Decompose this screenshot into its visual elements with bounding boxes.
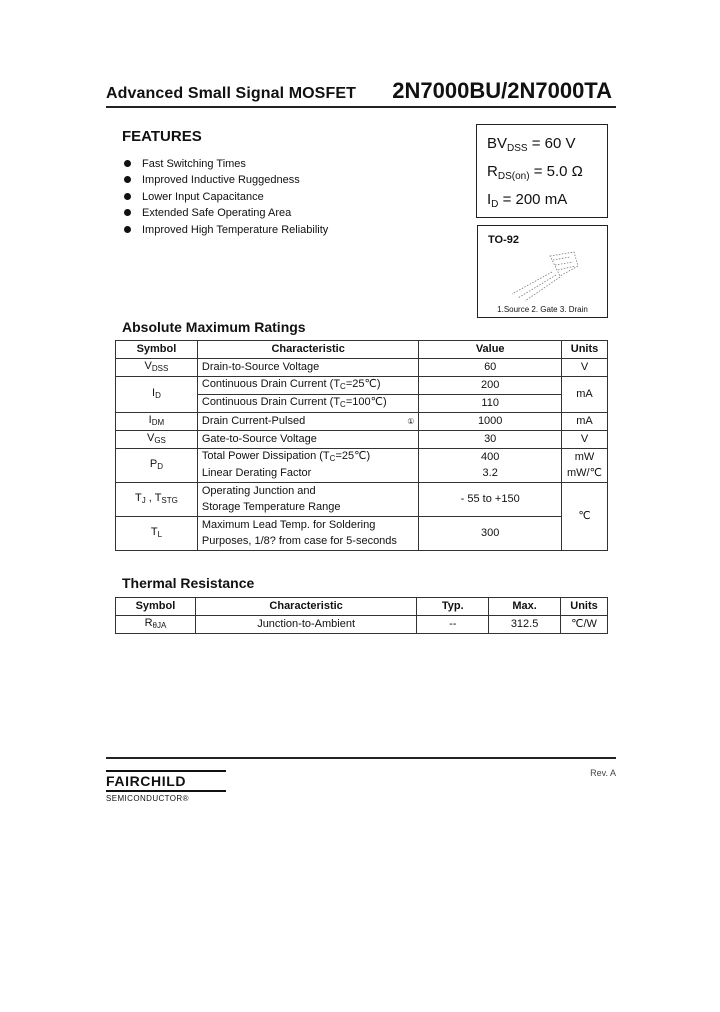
col-header: Symbol [116, 598, 196, 616]
characteristic-cell: Purposes, 1/8? from case for 5-seconds [197, 534, 419, 551]
col-header: Characteristic [195, 598, 416, 616]
symbol-cell: $V_{DSS}$ [116, 358, 198, 376]
characteristic-cell: Continuous Drain Current $(T_C=25℃)$ [197, 376, 419, 394]
pin-legend: 1.Source 2. Gate 3. Drain [497, 305, 588, 314]
max-cell: 312.5 [489, 615, 561, 633]
thermal-table [115, 597, 608, 634]
features-list [124, 156, 328, 238]
footer-rule [106, 757, 616, 759]
spec-bvdss: $BV_{DSS} = 60$ V [487, 135, 576, 154]
characteristic-cell: Junction-to-Ambient [195, 615, 416, 633]
col-header: Max. [489, 598, 561, 616]
table-row [116, 430, 608, 448]
feature-item: Lower Input Capacitance [124, 189, 328, 205]
table-row [116, 376, 608, 394]
table-header-row [116, 598, 608, 616]
feature-item: Improved High Temperature Reliability [124, 222, 328, 238]
value-cell: 30 [419, 430, 562, 448]
unit-cell: mW [562, 448, 608, 466]
spec-id: $I_D = 200$ mA [487, 191, 568, 210]
fairchild-logo [106, 770, 226, 803]
part-number: 2N7000BU/2N7000TA [392, 78, 612, 103]
feature-item: Improved Inductive Ruggedness [124, 172, 328, 188]
table-row [116, 412, 608, 430]
bullet-icon [124, 176, 131, 183]
logo-bar [106, 770, 226, 772]
characteristic-cell: Continuous Drain Current $(T_C=100℃)$ [197, 394, 419, 412]
logo-wordmark: FAIRCHILD [106, 773, 187, 789]
col-header: Characteristic [197, 341, 419, 359]
table-row [116, 615, 608, 633]
typ-cell: -- [417, 615, 489, 633]
characteristic-cell: Storage Temperature Range [197, 500, 419, 517]
symbol-cell: $T_L$ [116, 517, 198, 551]
value-cell: 400 [419, 448, 562, 466]
abs-max-title: Absolute Maximum Ratings [122, 319, 306, 335]
table-row [116, 483, 608, 500]
thermal-title: Thermal Resistance [122, 575, 255, 591]
unit-cell: ℃ [562, 483, 608, 551]
value-cell: 1000 [419, 412, 562, 430]
document-subtitle: Advanced Small Signal MOSFET [106, 85, 356, 102]
symbol-cell: $R_{\theta JA}$ [116, 615, 196, 633]
bullet-icon [124, 209, 131, 216]
to92-package-icon [498, 248, 588, 304]
symbol-cell: $I_{DM}$ [116, 412, 198, 430]
characteristic-cell: Drain Current-Pulsed ① [197, 412, 419, 430]
col-header: Symbol [116, 341, 198, 359]
table-row [116, 358, 608, 376]
col-header: Units [562, 341, 608, 359]
abs-max-table [115, 340, 608, 551]
page-header [106, 78, 616, 104]
header-rule [106, 106, 616, 108]
unit-cell: mA [562, 412, 608, 430]
characteristic-cell: Gate-to-Source Voltage [197, 430, 419, 448]
symbol-cell: $I_D$ [116, 376, 198, 412]
characteristic-cell: Total Power Dissipation $(T_C=25℃)$ [197, 448, 419, 466]
table-row [116, 448, 608, 466]
feature-item: Extended Safe Operating Area [124, 205, 328, 221]
feature-item: Fast Switching Times [124, 156, 328, 172]
value-cell: 300 [419, 517, 562, 551]
symbol-cell: $V_{GS}$ [116, 430, 198, 448]
value-cell: - 55 to +150 [419, 483, 562, 517]
features-title: FEATURES [122, 128, 202, 145]
characteristic-cell: Maximum Lead Temp. for Soldering [197, 517, 419, 534]
col-header: Units [561, 598, 608, 616]
table-header-row [116, 341, 608, 359]
table-row [116, 517, 608, 534]
key-specs-box [476, 124, 608, 218]
col-header: Typ. [417, 598, 489, 616]
value-cell: 60 [419, 358, 562, 376]
bullet-icon [124, 160, 131, 167]
col-header: Value [419, 341, 562, 359]
bullet-icon [124, 193, 131, 200]
value-cell: 200 [419, 376, 562, 394]
logo-bar [106, 790, 226, 792]
package-title: TO-92 [488, 234, 519, 246]
unit-cell: V [562, 358, 608, 376]
unit-cell: V [562, 430, 608, 448]
value-cell: 3.2 [419, 466, 562, 483]
logo-subtext: SEMICONDUCTOR® [106, 794, 189, 803]
bullet-icon [124, 226, 131, 233]
unit-cell: mW/℃ [562, 466, 608, 483]
characteristic-cell: Linear Derating Factor [197, 466, 419, 483]
characteristic-cell: Operating Junction and [197, 483, 419, 500]
symbol-cell: $P_D$ [116, 448, 198, 483]
package-box [477, 225, 608, 318]
value-cell: 110 [419, 394, 562, 412]
characteristic-cell: Drain-to-Source Voltage [197, 358, 419, 376]
revision-label: Rev. A [590, 768, 616, 778]
footnote-marker: ① [407, 416, 415, 426]
unit-cell: mA [562, 376, 608, 412]
unit-cell: ℃/W [561, 615, 608, 633]
spec-rdson: $R_{DS(on)} = 5.0$ Ω [487, 163, 583, 182]
symbol-cell: $T_J$ , $T_{STG}$ [116, 483, 198, 517]
